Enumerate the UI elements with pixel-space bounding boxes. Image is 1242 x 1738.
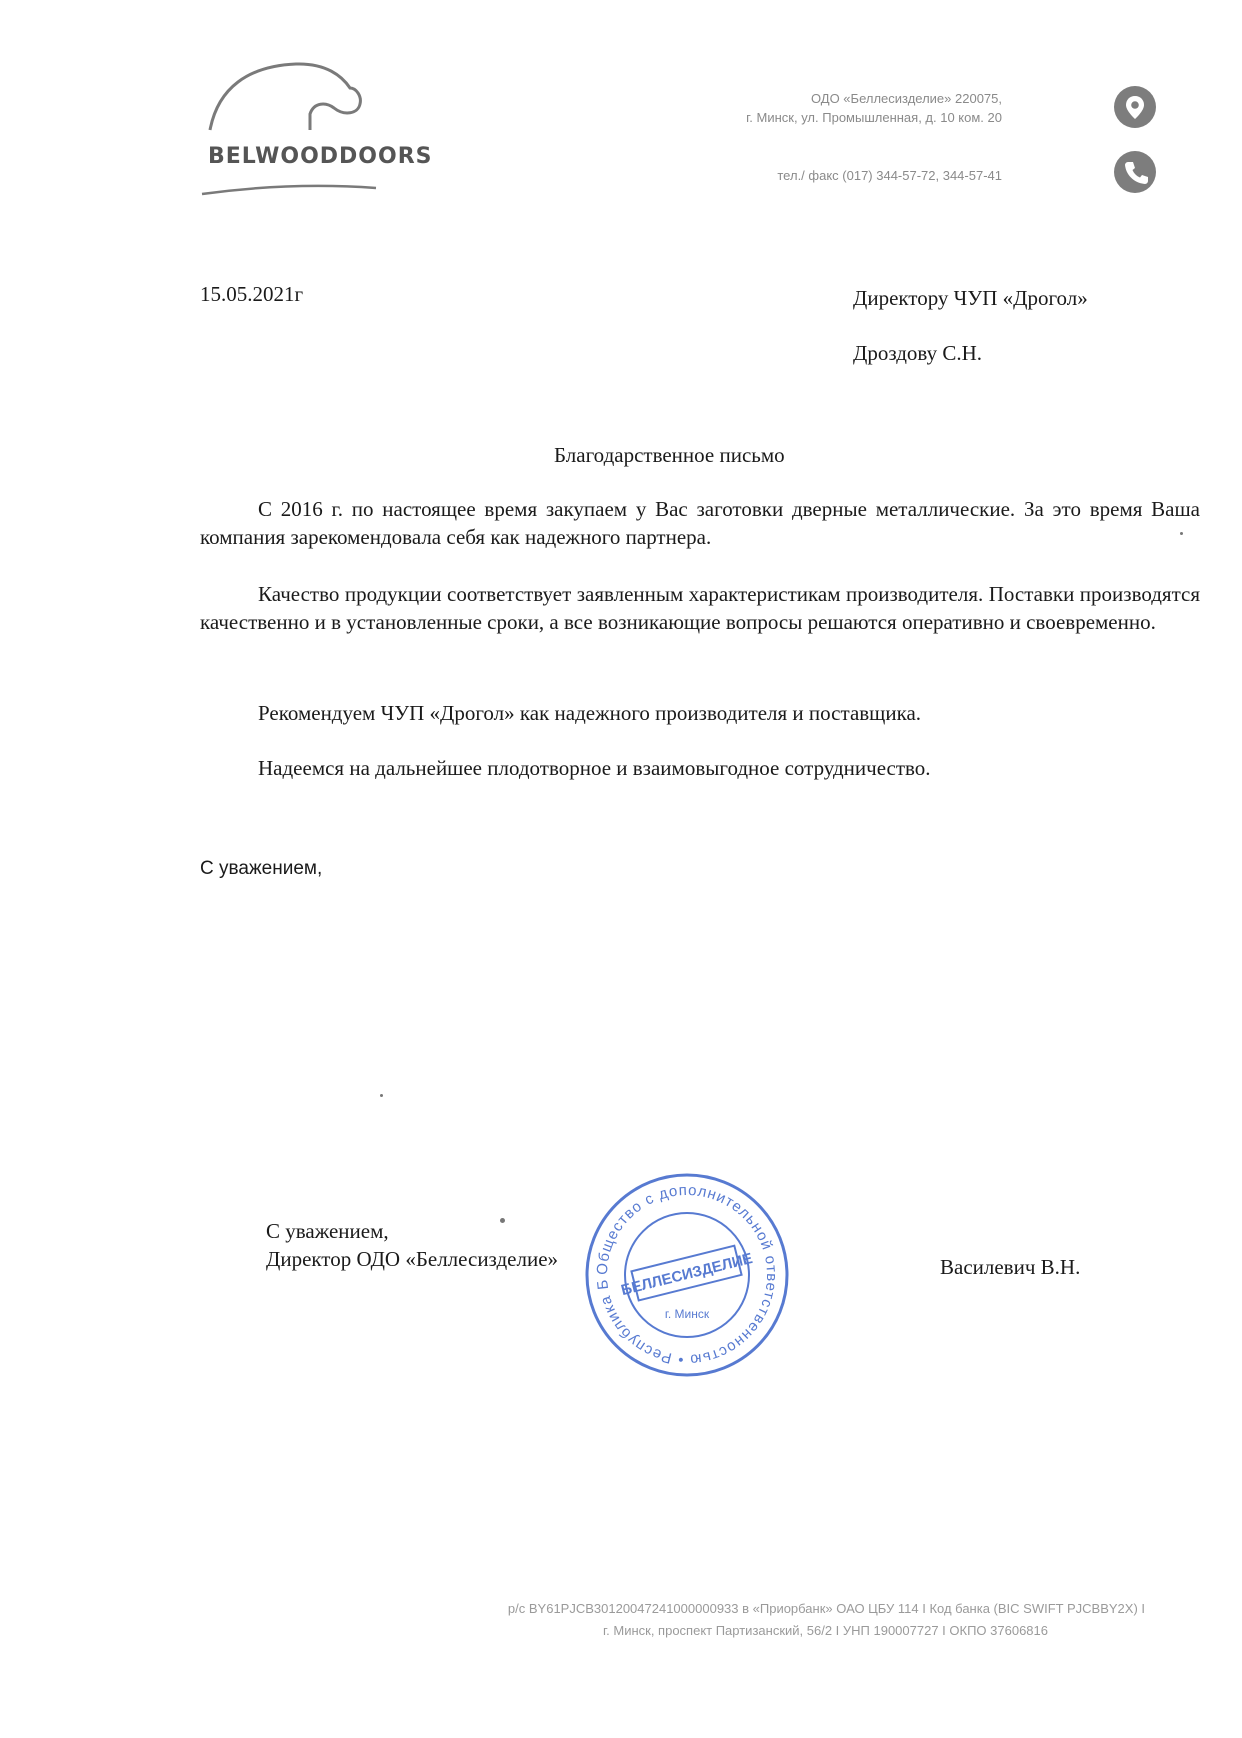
letter-date: 15.05.2021г (200, 282, 304, 306)
letter-title: Благодарственное письмо (554, 443, 785, 467)
stamp-ring-text: Общество с дополнительной ответственностью • Республика Б (593, 1181, 781, 1369)
footer-bank-line: р/с BY61PJCB30120047241000000933 в «Приорбанк» ОАО ЦБУ 114 I Код банка (BIC SWIFT PJCBBY2X) I (507, 1601, 1145, 1616)
company-logo (200, 58, 420, 198)
scan-speck (380, 1094, 383, 1097)
recipient-line2: Дроздову С.Н. (853, 341, 983, 365)
stamp-center-text: БЕЛЛЕСИЗДЕЛИЕ (619, 1249, 755, 1300)
phone-icon (1114, 151, 1156, 193)
signature-name: Василевич В.Н. (940, 1255, 1081, 1279)
recipient-line1: Директору ЧУП «Дрогол» (853, 286, 1088, 310)
beaver-logo-icon (200, 58, 420, 198)
footer-address-line: г. Минск, проспект Партизанский, 56/2 I УНП 190007727 I ОКПО 37606816 (602, 1623, 1048, 1638)
stamp-city: г. Минск (664, 1307, 710, 1321)
body-paragraph-1: С 2016 г. по настоящее время закупаем у Вас заготовки дверные металлические. За это время Ваша компания зарекомендовала себя как надежного партнера. (200, 497, 1200, 549)
company-address-line2: г. Минск, ул. Промышленная, д. 10 ком. 20 (746, 110, 1002, 125)
company-phone-line: тел./ факс (017) 344-57-72, 344-57-41 (777, 168, 1002, 183)
scan-speck (500, 1218, 505, 1223)
map-pin-icon (1114, 86, 1156, 128)
closing-greeting: С уважением, (200, 858, 323, 879)
body-paragraph-2: Качество продукции соответствует заявленным характеристикам производителя. Поставки производятся качественно и в установленные сроки, а все возникающие вопросы решаются оперативно и своевременно. (200, 582, 1200, 634)
logo-wordmark: BELWOODDOORS (208, 144, 433, 169)
company-stamp (582, 1170, 792, 1380)
company-address-line1: ОДО «Беллесизделие» 220075, (810, 91, 1002, 106)
body-paragraph-3: Рекомендуем ЧУП «Дрогол» как надежного производителя и поставщика. (258, 701, 922, 725)
signature-position: Директор ОДО «Беллесизделие» (266, 1247, 559, 1271)
body-paragraph-4: Надеемся на дальнейшее плодотворное и взаимовыгодное сотрудничество. (258, 756, 931, 780)
scan-speck (1180, 532, 1183, 535)
signature-closing: С уважением, (266, 1219, 389, 1243)
